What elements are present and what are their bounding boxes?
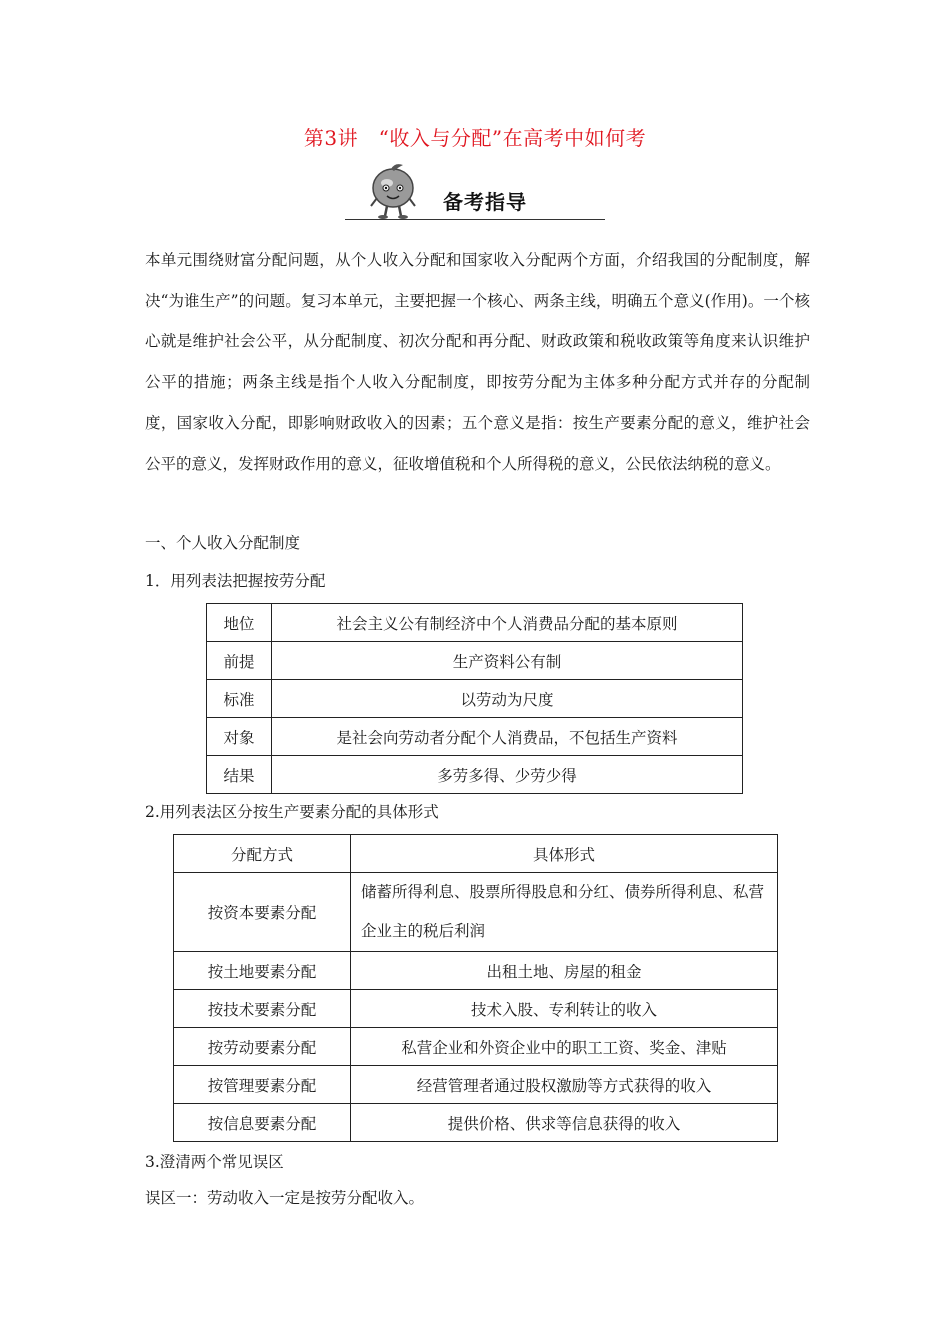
table-row xyxy=(174,1028,778,1066)
subheading-2: 2.用列表法区分按生产要素分配的具体形式 xyxy=(145,803,439,821)
factor-distribution-table xyxy=(173,834,778,1142)
intro-paragraph: 本单元围绕财富分配问题，从个人收入分配和国家收入分配两个方面，介绍我国的分配制度，解决“为谁生产”的问题。复习本单元，主要把握一个核心、两条主线，明确五个意义(作用)。一个核心就是维护社会公平，从分配制度、初次分配和再分配、财政政策和税收政策等角度来认识维护公平的措施；两条主线是指个人收入分配制度，即按劳分配为主体多种分配方式并存的分配制度，国家收入分配，即影响财政收入的因素；五个意义是指：按生产要素分配的意义，维护社会公平的意义，发挥财政作用的意义，征收增值税和个人所得税的意义，公民依法纳税的意义。 xyxy=(145,251,810,473)
row-key: 结果 xyxy=(207,756,272,794)
section-heading: 一、个人收入分配制度 xyxy=(145,534,301,552)
row-value: 提供价格、供求等信息获得的收入 xyxy=(351,1104,778,1142)
guide-header xyxy=(345,160,605,222)
guide-label: 备考指导 xyxy=(443,190,527,214)
row-key: 地位 xyxy=(207,604,272,642)
table-row xyxy=(207,604,743,642)
row-key: 按技术要素分配 xyxy=(174,990,351,1028)
row-value: 私营企业和外资企业中的职工工资、奖金、津贴 xyxy=(351,1028,778,1066)
row-key: 标准 xyxy=(207,680,272,718)
row-value: 是社会向劳动者分配个人消费品，不包括生产资料 xyxy=(272,718,743,756)
row-key: 按土地要素分配 xyxy=(174,952,351,990)
row-value: 生产资料公有制 xyxy=(272,642,743,680)
page-title: 第3讲 “收入与分配”在高考中如何考 xyxy=(303,126,647,150)
table-row xyxy=(174,1066,778,1104)
column-header: 分配方式 xyxy=(174,835,351,873)
row-key: 前提 xyxy=(207,642,272,680)
row-value: 出租土地、房屋的租金 xyxy=(351,952,778,990)
row-value: 经营管理者通过股权激励等方式获得的收入 xyxy=(351,1066,778,1104)
subheading-3: 3.澄清两个常见误区 xyxy=(145,1153,284,1171)
row-key: 按信息要素分配 xyxy=(174,1104,351,1142)
row-key: 按劳动要素分配 xyxy=(174,1028,351,1066)
table-row xyxy=(174,1104,778,1142)
row-value: 社会主义公有制经济中个人消费品分配的基本原则 xyxy=(272,604,743,642)
column-header: 具体形式 xyxy=(351,835,778,873)
row-key: 对象 xyxy=(207,718,272,756)
row-value: 多劳多得、少劳少得 xyxy=(272,756,743,794)
table-row xyxy=(207,680,743,718)
mistake-1: 误区一：劳动收入一定是按劳分配收入。 xyxy=(145,1189,425,1207)
row-value: 储蓄所得利息、股票所得股息和分红、债券所得利息、私营企业主的税后利润 xyxy=(351,873,778,952)
row-key: 按管理要素分配 xyxy=(174,1066,351,1104)
mascot-icon xyxy=(363,162,423,220)
subheading-1: 1．用列表法把握按劳分配 xyxy=(145,572,326,590)
table-row xyxy=(207,756,743,794)
row-value: 以劳动为尺度 xyxy=(272,680,743,718)
table-row xyxy=(174,873,778,952)
table-row xyxy=(174,952,778,990)
table-row xyxy=(207,642,743,680)
row-value: 技术入股、专利转让的收入 xyxy=(351,990,778,1028)
row-key: 按资本要素分配 xyxy=(174,873,351,952)
table-header-row xyxy=(174,835,778,873)
table-row xyxy=(174,990,778,1028)
header-divider xyxy=(345,219,605,220)
labor-distribution-table xyxy=(206,603,743,794)
table-row xyxy=(207,718,743,756)
